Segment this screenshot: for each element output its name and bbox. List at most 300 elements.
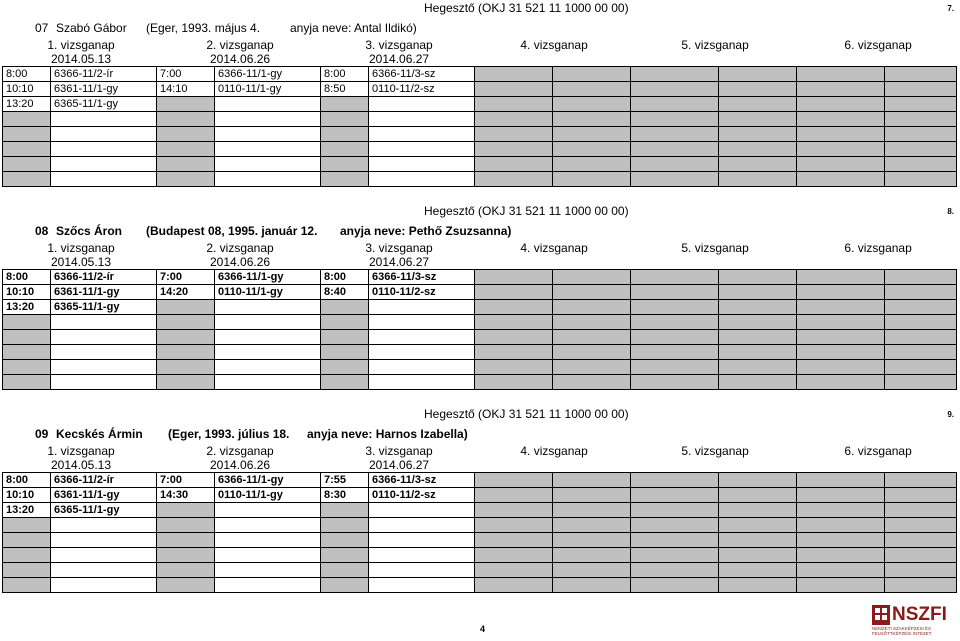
table-cell: [885, 142, 957, 157]
table-cell: 14:10: [157, 82, 215, 97]
table-cell: [51, 330, 157, 345]
table-cell: [475, 157, 553, 172]
table-cell: [553, 360, 631, 375]
table-cell: [797, 270, 885, 285]
table-cell: [51, 375, 157, 390]
table-cell: [475, 375, 553, 390]
table-row: [3, 300, 957, 315]
table-row: [3, 127, 957, 142]
table-row: [3, 172, 957, 187]
table-cell: [797, 473, 885, 488]
table-cell: [369, 375, 475, 390]
table-cell: [157, 97, 215, 112]
table-row: [3, 360, 957, 375]
day-date: 2014.06.26: [209, 255, 271, 269]
table-cell: [157, 127, 215, 142]
table-cell: [475, 503, 553, 518]
student-mother: anyja neve: Antal Ildikó): [290, 21, 417, 35]
table-cell: [797, 488, 885, 503]
student-line: [0, 20, 960, 37]
day-label: 1. vizsganap: [47, 443, 115, 458]
table-cell: 6366-11/3-sz: [369, 67, 475, 82]
table-cell: [51, 563, 157, 578]
table-cell: [885, 127, 957, 142]
table-cell: [369, 578, 475, 593]
table-cell: 10:10: [3, 82, 51, 97]
table-cell: [369, 112, 475, 127]
table-cell: 6366-11/1-gy: [215, 473, 321, 488]
table-cell: [719, 270, 797, 285]
table-cell: [631, 67, 719, 82]
table-cell: 6365-11/1-gy: [51, 97, 157, 112]
table-cell: [321, 172, 369, 187]
table-cell: [3, 578, 51, 593]
table-cell: [797, 563, 885, 578]
day-label: 3. vizsganap: [365, 443, 433, 458]
table-cell: [215, 345, 321, 360]
table-cell: [321, 360, 369, 375]
table-cell: [553, 563, 631, 578]
table-cell: [631, 112, 719, 127]
table-cell: [797, 112, 885, 127]
table-cell: 7:00: [157, 270, 215, 285]
day-label: 5. vizsganap: [681, 37, 749, 52]
empty-date: [475, 458, 631, 473]
dates-row: [3, 255, 957, 270]
table-cell: 7:55: [321, 473, 369, 488]
student-number: 09: [35, 427, 49, 441]
table-cell: [51, 142, 157, 157]
table-cell: 10:10: [3, 488, 51, 503]
table-cell: [3, 533, 51, 548]
table-row: [3, 112, 957, 127]
table-cell: [797, 142, 885, 157]
table-cell: [631, 533, 719, 548]
table-cell: [885, 518, 957, 533]
table-cell: [553, 488, 631, 503]
table-cell: [369, 563, 475, 578]
table-cell: [475, 112, 553, 127]
table-cell: [369, 315, 475, 330]
table-cell: [3, 375, 51, 390]
table-cell: [3, 315, 51, 330]
table-cell: [215, 127, 321, 142]
student-number: 07: [35, 21, 49, 35]
table-cell: 0110-11/2-sz: [369, 285, 475, 300]
table-cell: [797, 285, 885, 300]
table-cell: [885, 330, 957, 345]
table-cell: [369, 97, 475, 112]
table-row: [3, 285, 957, 300]
table-row: [3, 270, 957, 285]
student-name: Kecskés Ármin: [56, 427, 143, 441]
table-cell: [369, 300, 475, 315]
empty-date: [475, 255, 631, 270]
student-index: 9.: [947, 410, 954, 419]
table-cell: 8:30: [321, 488, 369, 503]
table-cell: [553, 315, 631, 330]
table-cell: [719, 488, 797, 503]
table-row: [3, 518, 957, 533]
block-header: [0, 0, 960, 20]
table-cell: [321, 518, 369, 533]
table-cell: [885, 473, 957, 488]
table-cell: 8:00: [3, 67, 51, 82]
table-cell: 8:50: [321, 82, 369, 97]
day-label: 2. vizsganap: [206, 443, 274, 458]
table-cell: [631, 285, 719, 300]
student-index: 8.: [947, 207, 954, 216]
table-cell: [215, 157, 321, 172]
table-cell: [719, 172, 797, 187]
table-cell: [885, 67, 957, 82]
student-mother: anyja neve: Harnos Izabella): [307, 427, 468, 441]
table-row: [3, 345, 957, 360]
table-cell: [475, 548, 553, 563]
table-cell: [631, 157, 719, 172]
table-cell: 6365-11/1-gy: [51, 300, 157, 315]
empty-date: [631, 52, 797, 67]
student-line: [0, 426, 960, 443]
table-cell: [553, 270, 631, 285]
table-cell: [719, 518, 797, 533]
table-cell: 6361-11/1-gy: [51, 82, 157, 97]
table-cell: [797, 330, 885, 345]
table-row: [3, 315, 957, 330]
day-date: 2014.06.27: [369, 458, 430, 472]
schedule-table: [2, 443, 957, 593]
table-cell: [3, 127, 51, 142]
table-row: [3, 142, 957, 157]
table-cell: 8:00: [3, 270, 51, 285]
table-cell: [215, 563, 321, 578]
table-cell: [631, 360, 719, 375]
day-label: 4. vizsganap: [520, 240, 588, 255]
table-cell: [369, 503, 475, 518]
table-cell: [719, 503, 797, 518]
table-cell: [885, 112, 957, 127]
table-cell: [797, 503, 885, 518]
table-row: [3, 563, 957, 578]
day-label: 6. vizsganap: [844, 240, 912, 255]
day-date: 2014.06.27: [369, 52, 430, 66]
student-name: Szabó Gábor: [56, 21, 127, 35]
table-cell: [321, 548, 369, 563]
table-cell: [631, 142, 719, 157]
table-cell: [321, 375, 369, 390]
table-cell: [797, 67, 885, 82]
table-cell: [553, 330, 631, 345]
table-cell: [157, 375, 215, 390]
table-cell: [631, 375, 719, 390]
table-cell: 0110-11/2-sz: [369, 82, 475, 97]
dates-row: [3, 458, 957, 473]
table-cell: [157, 300, 215, 315]
table-cell: [3, 548, 51, 563]
table-cell: 8:40: [321, 285, 369, 300]
table-cell: 8:00: [321, 67, 369, 82]
table-cell: [553, 473, 631, 488]
table-cell: 13:20: [3, 503, 51, 518]
table-cell: [797, 315, 885, 330]
qualification: Hegesztő (OKJ 31 521 11 1000 00 00): [424, 407, 629, 421]
table-cell: [3, 345, 51, 360]
table-cell: [51, 127, 157, 142]
table-cell: [157, 345, 215, 360]
table-cell: [885, 375, 957, 390]
qualification: Hegesztő (OKJ 31 521 11 1000 00 00): [424, 1, 629, 15]
table-cell: [719, 315, 797, 330]
table-cell: [475, 315, 553, 330]
table-cell: [3, 563, 51, 578]
table-cell: [3, 330, 51, 345]
table-cell: [885, 82, 957, 97]
table-cell: [631, 97, 719, 112]
table-cell: [215, 300, 321, 315]
student-name: Szőcs Áron: [56, 224, 123, 238]
table-cell: [553, 518, 631, 533]
day-date: 2014.05.13: [50, 458, 112, 472]
day-label: 2. vizsganap: [206, 240, 274, 255]
table-cell: [797, 518, 885, 533]
table-cell: 6366-11/3-sz: [369, 473, 475, 488]
table-cell: [719, 548, 797, 563]
table-cell: 7:00: [157, 67, 215, 82]
table-cell: [797, 157, 885, 172]
table-cell: 10:10: [3, 285, 51, 300]
table-cell: [631, 270, 719, 285]
table-cell: [157, 315, 215, 330]
table-cell: [51, 360, 157, 375]
table-cell: [51, 112, 157, 127]
day-label: 3. vizsganap: [365, 37, 433, 52]
student-birth-details: (Eger, 1993. július 18.: [168, 427, 290, 441]
table-cell: [369, 533, 475, 548]
table-cell: [3, 360, 51, 375]
table-cell: [51, 345, 157, 360]
table-cell: 6361-11/1-gy: [51, 488, 157, 503]
table-cell: [215, 375, 321, 390]
table-cell: 13:20: [3, 97, 51, 112]
table-cell: [475, 360, 553, 375]
table-cell: [475, 172, 553, 187]
table-cell: [631, 578, 719, 593]
table-cell: [553, 533, 631, 548]
table-cell: [369, 518, 475, 533]
day-label: 5. vizsganap: [681, 240, 749, 255]
table-cell: [719, 563, 797, 578]
table-cell: [157, 548, 215, 563]
table-cell: [51, 578, 157, 593]
table-cell: [553, 127, 631, 142]
block-header: [0, 406, 960, 426]
table-cell: 6366-11/2-ír: [51, 270, 157, 285]
table-cell: [51, 157, 157, 172]
table-cell: [631, 127, 719, 142]
table-cell: 6366-11/3-sz: [369, 270, 475, 285]
student-block: [0, 203, 960, 403]
table-cell: [157, 578, 215, 593]
table-cell: 14:30: [157, 488, 215, 503]
table-cell: [157, 518, 215, 533]
table-cell: [885, 360, 957, 375]
table-cell: [553, 300, 631, 315]
student-birth-details: (Budapest 08, 1995. január 12.: [146, 224, 318, 238]
day-date: 2014.05.13: [50, 52, 112, 66]
table-cell: 0110-11/2-sz: [369, 488, 475, 503]
table-cell: [797, 82, 885, 97]
table-cell: [631, 563, 719, 578]
table-cell: [797, 360, 885, 375]
table-cell: 6366-11/2-ír: [51, 473, 157, 488]
table-cell: [369, 142, 475, 157]
table-cell: [215, 315, 321, 330]
table-cell: [885, 563, 957, 578]
table-cell: [321, 142, 369, 157]
table-cell: [631, 503, 719, 518]
table-cell: [321, 563, 369, 578]
days-row: [3, 37, 957, 52]
table-cell: [719, 67, 797, 82]
empty-date: [475, 52, 631, 67]
table-row: [3, 548, 957, 563]
nszfi-logo: [872, 604, 956, 636]
table-cell: 8:00: [321, 270, 369, 285]
student-mother: anyja neve: Pethő Zsuzsanna): [340, 224, 512, 238]
table-cell: [631, 315, 719, 330]
table-cell: [885, 315, 957, 330]
table-cell: [369, 345, 475, 360]
table-cell: [797, 548, 885, 563]
table-cell: 6366-11/1-gy: [215, 67, 321, 82]
table-cell: [369, 330, 475, 345]
table-cell: [215, 518, 321, 533]
table-cell: [321, 345, 369, 360]
day-date: 2014.06.26: [209, 458, 271, 472]
table-cell: [475, 518, 553, 533]
table-cell: 6366-11/2-ír: [51, 67, 157, 82]
table-cell: [719, 82, 797, 97]
table-cell: [215, 503, 321, 518]
table-cell: [3, 518, 51, 533]
day-label: 1. vizsganap: [47, 37, 115, 52]
table-cell: [553, 97, 631, 112]
block-header: [0, 203, 960, 223]
empty-date: [631, 458, 797, 473]
day-label: 5. vizsganap: [681, 443, 749, 458]
table-cell: [885, 172, 957, 187]
table-cell: [719, 127, 797, 142]
table-cell: [475, 127, 553, 142]
day-label: 4. vizsganap: [520, 443, 588, 458]
table-row: [3, 97, 957, 112]
day-label: 6. vizsganap: [844, 443, 912, 458]
table-cell: [475, 345, 553, 360]
table-cell: [475, 67, 553, 82]
day-label: 2. vizsganap: [206, 37, 274, 52]
table-cell: 14:20: [157, 285, 215, 300]
table-cell: [797, 533, 885, 548]
table-row: [3, 533, 957, 548]
table-cell: [157, 360, 215, 375]
student-line: [0, 223, 960, 240]
day-date: 2014.05.13: [50, 255, 112, 269]
table-cell: [719, 142, 797, 157]
student-number: 08: [35, 224, 49, 238]
table-cell: [885, 548, 957, 563]
student-block: [0, 0, 960, 200]
table-cell: [885, 270, 957, 285]
table-cell: [3, 112, 51, 127]
table-row: [3, 488, 957, 503]
day-label: 3. vizsganap: [365, 240, 433, 255]
table-cell: [885, 157, 957, 172]
table-cell: [797, 127, 885, 142]
table-cell: [719, 300, 797, 315]
table-cell: [51, 533, 157, 548]
table-cell: [369, 360, 475, 375]
table-row: [3, 82, 957, 97]
day-label: 4. vizsganap: [520, 37, 588, 52]
day-label: 1. vizsganap: [47, 240, 115, 255]
table-cell: [631, 548, 719, 563]
table-cell: [719, 157, 797, 172]
logo-subtext-1: NEMZETI SZAKKÉPZÉSI ÉS: [872, 626, 932, 631]
table-cell: 7:00: [157, 473, 215, 488]
table-cell: [475, 533, 553, 548]
empty-date: [631, 255, 797, 270]
table-cell: 13:20: [3, 300, 51, 315]
table-cell: [475, 330, 553, 345]
table-cell: [321, 533, 369, 548]
table-cell: 8:00: [3, 473, 51, 488]
table-cell: [631, 172, 719, 187]
table-cell: [885, 97, 957, 112]
table-cell: 6365-11/1-gy: [51, 503, 157, 518]
page-number: 4: [480, 624, 486, 634]
table-cell: [157, 142, 215, 157]
table-row: [3, 157, 957, 172]
table-row: [3, 473, 957, 488]
table-cell: [719, 533, 797, 548]
table-cell: [157, 112, 215, 127]
table-cell: [797, 375, 885, 390]
table-cell: [553, 548, 631, 563]
table-cell: [631, 518, 719, 533]
qualification: Hegesztő (OKJ 31 521 11 1000 00 00): [424, 204, 629, 218]
table-cell: [885, 503, 957, 518]
table-cell: [475, 97, 553, 112]
table-cell: [797, 578, 885, 593]
table-cell: [553, 345, 631, 360]
table-cell: [475, 82, 553, 97]
table-cell: [553, 578, 631, 593]
table-cell: [553, 285, 631, 300]
table-cell: [157, 157, 215, 172]
table-cell: [3, 172, 51, 187]
table-cell: [51, 548, 157, 563]
table-cell: [719, 360, 797, 375]
table-cell: [321, 127, 369, 142]
table-cell: [797, 345, 885, 360]
table-cell: [719, 375, 797, 390]
table-cell: [553, 503, 631, 518]
empty-date: [797, 458, 957, 473]
table-cell: [157, 533, 215, 548]
dates-row: [3, 52, 957, 67]
table-cell: [719, 285, 797, 300]
empty-date: [797, 52, 957, 67]
